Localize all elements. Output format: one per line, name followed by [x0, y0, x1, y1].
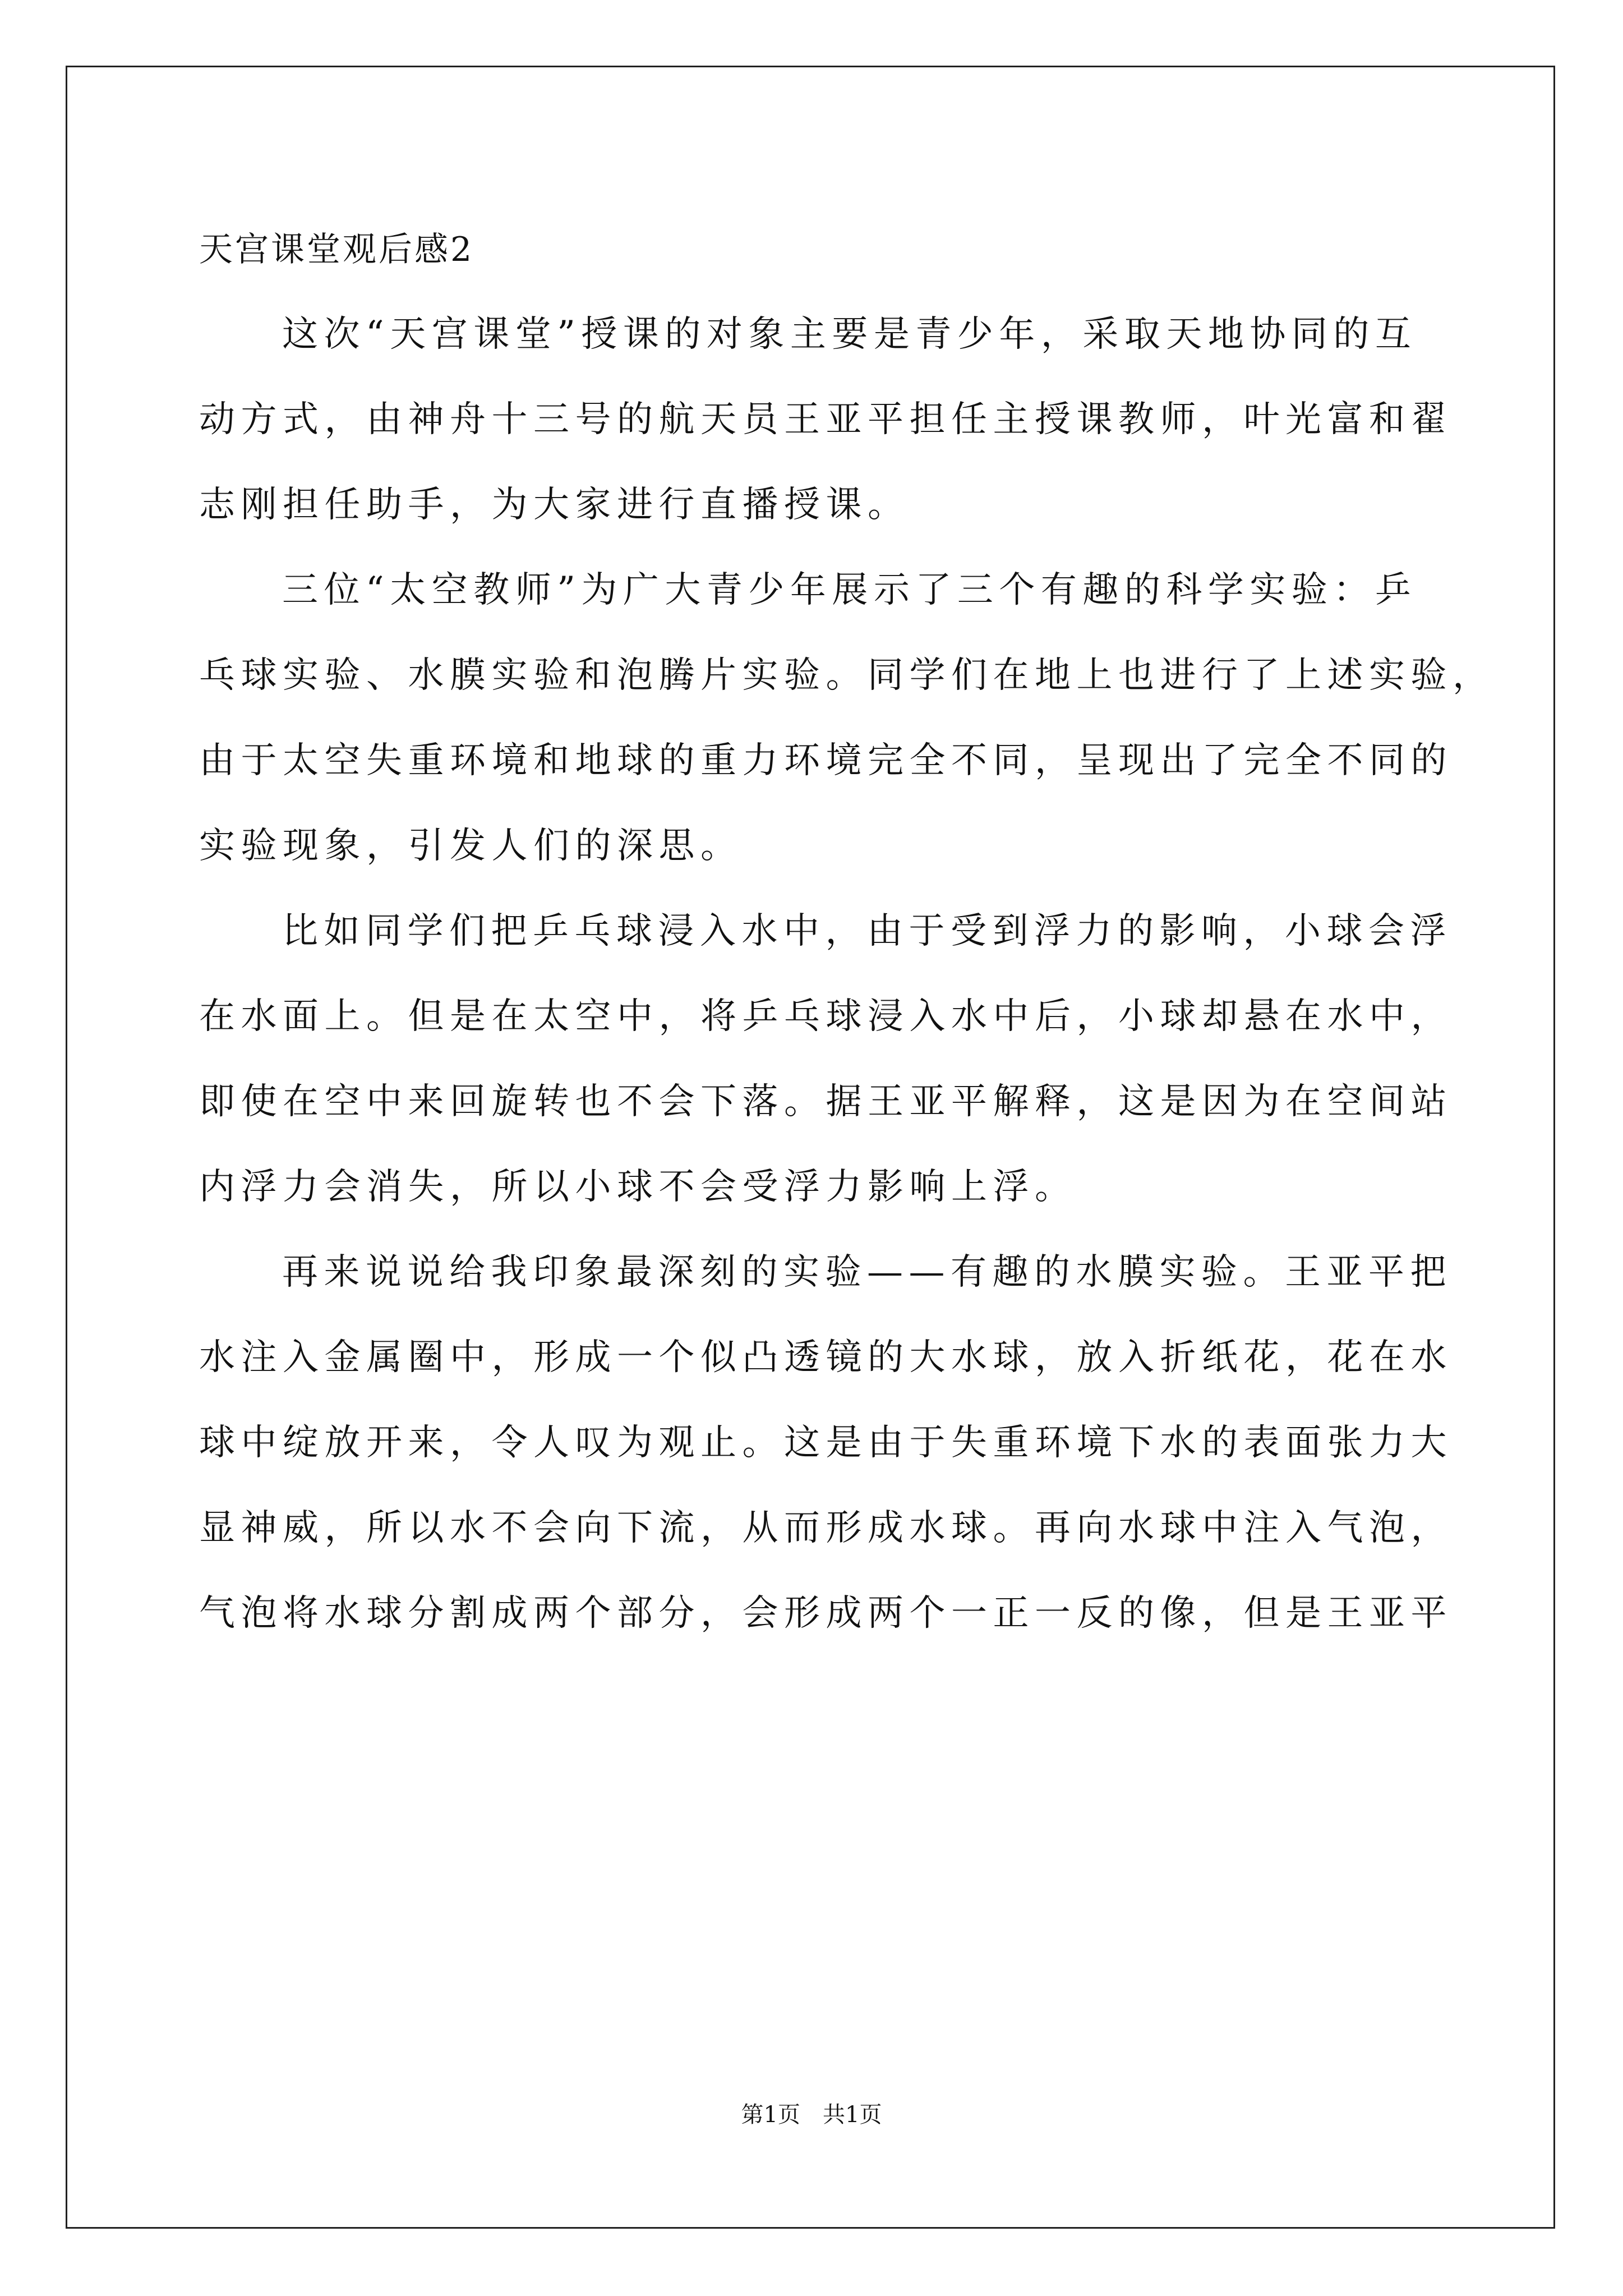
paragraph-first-line: 比如同学们把乒乓球浸入水中，由于受到浮力的影响，小球会浮 — [282, 910, 1452, 952]
paragraph-line: 水注入金属圈中，形成一个似凸透镜的大水球，放入折纸花，花在水 — [199, 1337, 1453, 1378]
paragraph-line: 内浮力会消失，所以小球不会受浮力影响上浮。 — [199, 1166, 1077, 1208]
paragraph-line: 在水面上。但是在太空中，将乒乓球浸入水中后，小球却悬在水中， — [199, 996, 1453, 1037]
document-title: 天宫课堂观后感2 — [199, 230, 474, 269]
paragraph-line: 球中绽放开来，令人叹为观止。这是由于失重环境下水的表面张力大 — [199, 1422, 1453, 1464]
paragraph-line: 即使在空中来回旋转也不会下落。据王亚平解释，这是因为在空间站 — [199, 1081, 1453, 1122]
paragraph-line: 气泡将水球分割成两个部分，会形成两个一正一反的像，但是王亚平 — [199, 1593, 1453, 1634]
paragraph-line: 实验现象，引发人们的深思。 — [199, 825, 743, 867]
paragraph-line: 由于太空失重环境和地球的重力环境完全不同，呈现出了完全不同的 — [199, 740, 1453, 781]
paragraph-first-line: 再来说说给我印象最深刻的实验——有趣的水膜实验。王亚平把 — [282, 1251, 1452, 1293]
paragraph-first-line: 三位“太空教师”为广大青少年展示了三个有趣的科学实验：乒 — [282, 569, 1417, 611]
paragraph-line: 动方式，由神舟十三号的航天员王亚平担任主授课教师，叶光富和翟 — [199, 399, 1453, 440]
paragraph-line: 志刚担任助手，为大家进行直播授课。 — [199, 484, 910, 526]
paragraph-line: 显神威，所以水不会向下流，从而形成水球。再向水球中注入气泡， — [199, 1507, 1453, 1549]
paragraph-line: 乓球实验、水膜实验和泡腾片实验。同学们在地上也进行了上述实验， — [199, 655, 1495, 696]
document-body — [199, 297, 1495, 1662]
paragraph-first-line: 这次“天宫课堂”授课的对象主要是青少年，采取天地协同的互 — [282, 314, 1417, 355]
page-footer: 第1页 共1页 — [741, 2102, 882, 2128]
